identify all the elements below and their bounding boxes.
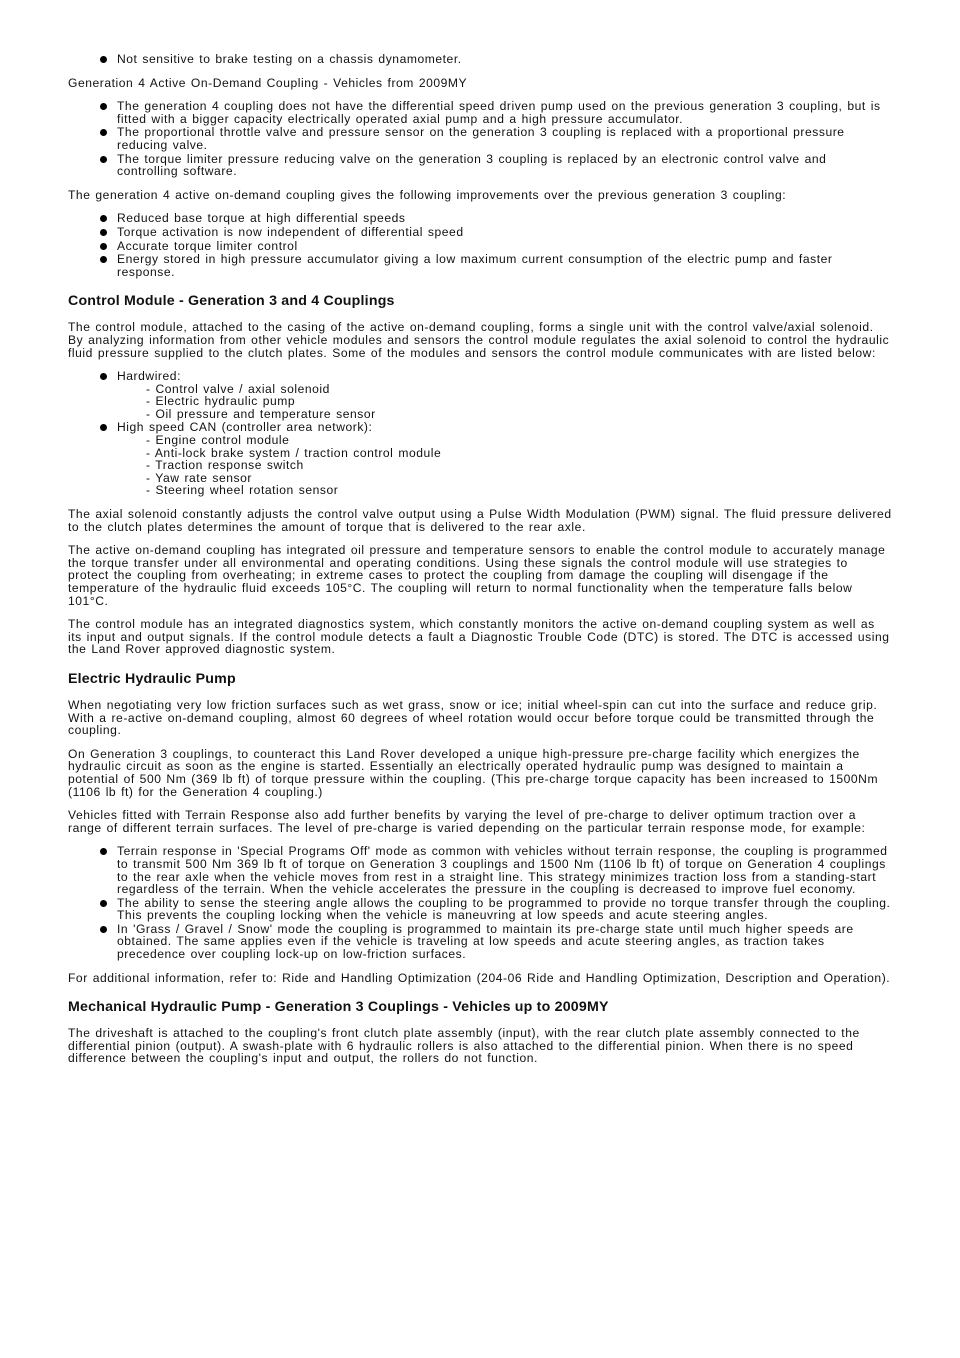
list-item — [117, 370, 892, 420]
paragraph: Vehicles fitted with Terrain Response also add further benefits by varying the level of pre-charge to deliver optimum traction over a range of different terrain surfaces. The level of pre-charge is varied depending on the particular terrain response mode, for example: — [68, 808, 866, 835]
sub-list-item: - Control valve / axial solenoid — [146, 381, 330, 396]
bullet-list — [68, 845, 892, 960]
list-item: Not sensitive to brake testing on a chassis dynamometer. — [117, 53, 892, 66]
bullet-list — [68, 212, 892, 278]
sub-list-item: - Oil pressure and temperature sensor — [146, 406, 376, 421]
sub-list-item: - Electric hydraulic pump — [146, 394, 296, 409]
paragraph: Generation 4 Active On-Demand Coupling - Vehicles from 2009MY — [68, 75, 468, 90]
section-heading: Mechanical Hydraulic Pump - Generation 3 Couplings - Vehicles up to 2009MY — [68, 999, 609, 1016]
list-item: The proportional throttle valve and pressure sensor on the generation 3 coupling is replaced with a proportional pressure reducing valve. — [117, 126, 892, 151]
sub-list-item: - Engine control module — [146, 433, 290, 448]
section-heading: Control Module - Generation 3 and 4 Couplings — [68, 293, 395, 310]
section-heading: Electric Hydraulic Pump — [68, 670, 236, 687]
bullet-list — [68, 53, 892, 66]
bullet-list — [68, 370, 892, 497]
paragraph: The active on-demand coupling has integrated oil pressure and temperature sensors to enable the control module to accurately manage the torque transfer under all environmental and operating conditions. Using these signals the control module will use strategies to protect the coupling from overheating; in extreme cases to protect the coupling from damage the coupling will disengage if the temperature of the hydraulic fluid exceeds 105°C. The coupling will return to normal functionality when the temperature falls below 101°C. — [68, 543, 886, 608]
paragraph: For additional information, refer to: Ride and Handling Optimization (204-06 Ride and Handling Optimization, Description and Operation). — [68, 970, 891, 985]
list-item: In 'Grass / Gravel / Snow' mode the coupling is programmed to maintain its pre-charge state until much higher speeds are obtained. The same applies even if the vehicle is traveling at low speeds and acute steering angles, as traction takes precedence over coupling lock-up on low-friction surfaces. — [117, 923, 892, 961]
bullet-list — [68, 100, 892, 178]
sub-list-item: - Steering wheel rotation sensor — [146, 483, 339, 498]
paragraph: The control module, attached to the casing of the active on-demand coupling, forms a single unit with the control valve/axial solenoid. By analyzing information from other vehicle modules and sensors the control module regulates the axial solenoid to control the hydraulic fluid pressure supplied to the clutch plates. Some of the modules and sensors the control module communicates with are listed below: — [68, 320, 890, 360]
list-item: Energy stored in high pressure accumulator giving a low maximum current consumption of the electric pump and faster response. — [117, 253, 892, 278]
paragraph: On Generation 3 couplings, to counteract this Land Rover developed a unique high-pressure pre-charge facility which energizes the hydraulic circuit as soon as the engine is started. Essentially an electrically operated hydraulic pump was designed to maintain a potential of 500 Nm (369 lb ft) of torque pressure within the coupling. (This pre-charge torque capacity has been increased to 1500Nm (1106 lb ft) for the Generation 4 coupling.) — [68, 746, 879, 799]
paragraph: When negotiating very low friction surfaces such as wet grass, snow or ice; initial wheel-spin can cut into the surface and reduce grip. With a re-active on-demand coupling, almost 60 degrees of wheel rotation would occur before torque could be transmitted through the coupling. — [68, 697, 878, 738]
paragraph: The driveshaft is attached to the coupling's front clutch plate assembly (input), with the rear clutch plate assembly connected to the differential pinion (output). A swash-plate with 6 hydraulic rollers is also attached to the differential pinion. When there is no speed difference between the coupling's input and output, the rollers do not function. — [68, 1026, 860, 1066]
list-item: The torque limiter pressure reducing valve on the generation 3 coupling is replaced by an electronic control valve and controlling software. — [117, 153, 892, 178]
list-item: The ability to sense the steering angle allows the coupling to be programmed to provide no torque transfer through the coupling. This prevents the coupling locking when the vehicle is maneuvring at low speeds and acute steering angles. — [117, 895, 891, 923]
list-item: Terrain response in 'Special Programs Off' mode as common with vehicles without terrain response, the coupling is programmed to transmit 500 Nm 369 lb ft of torque on Generation 3 couplings and 1500 Nm (1106 lb ft) of torque on Generation 4 couplings to the rear axle when the vehicle moves from rest in a straight line. This strategy minimizes traction loss from a standing-start regardless of the terrain. When the vehicle accelerates the pressure in the coupling is decreased to improve fuel economy. — [117, 845, 892, 895]
paragraph: The axial solenoid constantly adjusts the control valve output using a Pulse Width Modulation (PWM) signal. The fluid pressure delivered to the clutch plates determines the amount of torque that is delivered to the rear axle. — [68, 507, 892, 534]
sub-list-item: - Yaw rate sensor — [146, 470, 253, 485]
paragraph: The control module has an integrated diagnostics system, which constantly monitors the active on-demand coupling system as well as its input and output signals. If the control module detects a fault a Diagnostic Trouble Code (DTC) is stored. The DTC is accessed using the Land Rover approved diagnostic system. — [68, 617, 890, 657]
sub-list-item: - Anti-lock brake system / traction control module — [146, 445, 442, 460]
list-item: The generation 4 coupling does not have the differential speed driven pump used on the previous generation 3 coupling, but is fitted with a bigger capacity electrically operated axial pump and a high pressure accumulator. — [117, 100, 892, 125]
list-item: Accurate torque limiter control — [117, 240, 892, 253]
list-item-label: Hardwired: — [117, 369, 181, 384]
list-item: Torque activation is now independent of differential speed — [117, 226, 892, 239]
paragraph: The generation 4 active on-demand coupling gives the following improvements over the previous generation 3 coupling: — [68, 187, 787, 202]
list-item — [117, 421, 892, 497]
list-item-label: High speed CAN (controller area network): — [117, 420, 373, 435]
list-item: Reduced base torque at high differential speeds — [117, 212, 892, 225]
sub-list-item: - Traction response switch — [146, 458, 304, 473]
